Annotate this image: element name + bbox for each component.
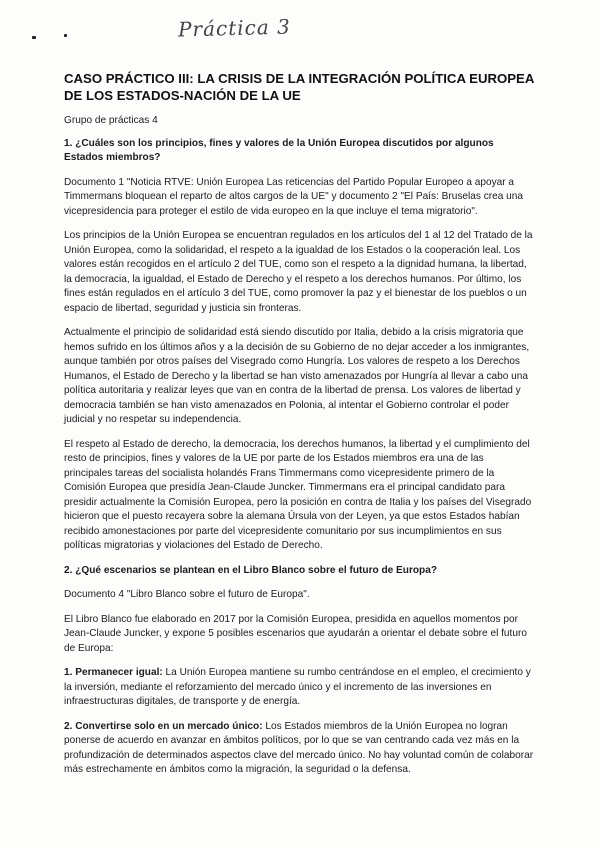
group-label: Grupo de prácticas 4 — [64, 115, 158, 126]
documents-reference-2: Documento 4 "Libro Blanco sobre el futuro de Europa". — [64, 589, 310, 600]
documents-reference-1: Documento 1 "Noticia RTVE: Unión Europea Las reticencias del Partido Popular Europeo a apoyar a Timmermans bloquean el reparto de altos cargos de la UE" y documento 2 "El País: Bruselas crea una vicepresidencia para proteger el estilo de vida europeo en la que incluye el tema migratorio". — [64, 176, 523, 217]
handwritten-note: Práctica 3 — [177, 14, 292, 42]
paragraph: Los principios de la Unión Europea se encuentran regulados en los artículos del 1 al 12 del Tratado de la Unión Europea, como la solidaridad, el respeto a la igualdad de los Estados o la cooperación leal. Los valores están recogidos en el artículo 2 del TUE, como son el respeto a la dignidad humana, la libertad, la democracia, la igualdad, el Estado de Derecho y el respeto a los derechos humanos. Por último, los fines están regulados en el artículo 3 del TUE, como promover la paz y el bienestar de los pueblos o un espacio de libertad, seguridad y justicia sin fronteras. — [64, 230, 533, 314]
paragraph: Actualmente el principio de solidaridad está siendo discutido por Italia, debido a la crisis migratoria que hemos sufrido en los últimos años y a la decisión de su Gobierno de no dejar acceder a los inmigrantes, aunque también por otros países del Visegrado como Hungría. Los valores de respeto a los Derechos Humanos, el Estado de Derecho y la libertad se han visto amenazados por Hungría al llevar a cabo una política autoritaria y realizar leyes que van en contra de la libertad de prensa. Los valores de libertad y democracia también se han visto amenazados en Polonia, al intentar el Gobierno controlar el poder judicial y no respetar su independencia. — [64, 327, 530, 425]
scenario-label: 1. Permanecer igual: — [64, 667, 163, 678]
scenario-text: Los Estados miembros de la Unión Europea no logran ponerse de acuerdo en avanzar en ámbitos políticos, por lo que se van centrando cada vez más en la profundización de determinados aspectos clave del mercado único. No hay voluntad común de colaborar más estrechamente en ámbitos como la migración, la seguridad o la defensa. — [64, 720, 534, 775]
scenario-item — [64, 666, 534, 710]
scenario-label: 2. Convertirse solo en un mercado único: — [64, 720, 263, 732]
margin-mark — [32, 36, 36, 39]
question-1: 1. ¿Cuáles son los principios, fines y valores de la Unión Europea discutidos por algunos Estados miembros? — [64, 137, 494, 163]
paragraph: El respeto al Estado de derecho, la democracia, los derechos humanos, la libertad y el cumplimiento del resto de principios, fines y valores de la UE por parte de los Estados miembros era una de las principales tareas del socialista holandés Frans Timmermans como vicepresidente primero de la Comisión Europea que presidía Jean-Claude Juncker. Timmermans era el principal candidato para presidir actualmente la Comisión Europea, pero la posición en contra de Italia y los países del Visegrado hicieron que el puesto recayera sobre la alemana Úrsula von der Leyen, ya que estos Estados habían recibido amonestaciones por parte del vicepresidente comunitario por sus incumplimientos en sus políticas migratorias y violaciones del Estado de Derecho. — [64, 438, 532, 551]
scenario-item — [64, 720, 534, 778]
margin-mark — [64, 34, 67, 37]
paragraph: El Libro Blanco fue elaborado en 2017 por la Comisión Europea, presidida en aquellos momentos por Jean-Claude Juncker, y expone 5 posibles escenarios que ayudarán a orientar el debate sobre el futuro de Europa: — [64, 613, 527, 654]
document-title: CASO PRÁCTICO III: LA CRISIS DE LA INTEGRACIÓN POLÍTICA EUROPEA DE LOS ESTADOS-NACIÓN DE LA UE — [64, 71, 534, 103]
question-2: 2. ¿Qué escenarios se plantean en el Libro Blanco sobre el futuro de Europa? — [64, 564, 437, 576]
document-body — [64, 70, 534, 788]
scenario-text: La Unión Europea mantiene su rumbo centrándose en el empleo, el crecimiento y la inversión, mediante el reforzamiento del mercado único y el incremento de las inversiones en infraestructuras digitales, de transporte y de energía. — [64, 667, 531, 707]
